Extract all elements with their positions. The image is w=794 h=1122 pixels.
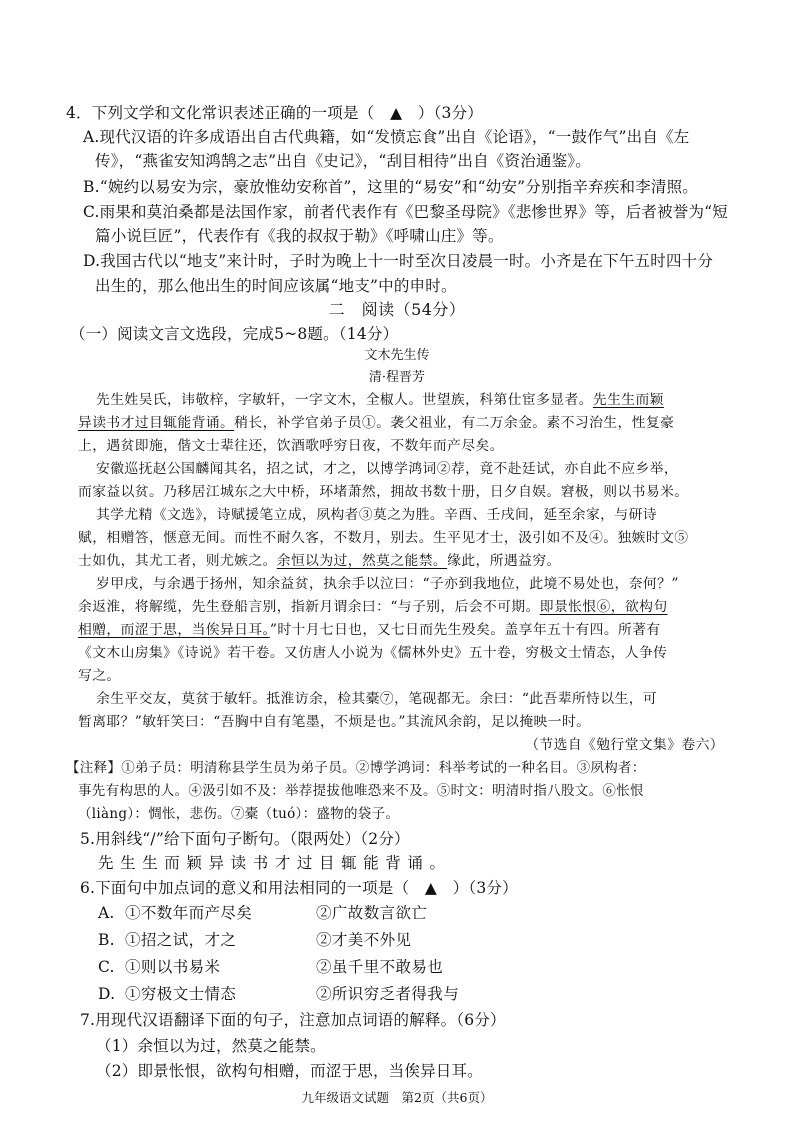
q4-option-b: B.“婉约以易安为宗，豪放惟幼安称首”，这里的“易安”和“幼安”分别指辛弃疾和李清照。 [83, 178, 698, 196]
passage-line: 而家益以贫。乃移居江城东之大中桥，环堵萧然，拥故书数十册，日夕自娱。窘极，则以书易米。 [78, 484, 689, 500]
passage-line: 先生姓吴氏，讳敬梓，字敏轩，一字文木，全椒人。世望族，科第仕宦多显者。先生生而颖 [96, 392, 664, 408]
passage-line: 岁甲戌，与余遇于扬州，知余益贫，执余手以泣曰：“子亦到我地位，此境不易处也，奈何？” [96, 576, 679, 592]
q7-sentence-1: （1）余恒以为过，然莫之能禁。 [96, 1037, 326, 1055]
q4-option-c-line1: C.雨果和莫泊桑都是法国作家，前者代表作有《巴黎圣母院》《悲惨世界》等，后者被誉为“短 [83, 203, 729, 221]
section-heading: 二 阅读（54分） [328, 300, 466, 319]
q4-option-a-line1: A.现代汉语的许多成语出自古代典籍，如“发愤忘食”出自《论语》，“一鼓作气”出自《左 [83, 128, 690, 146]
q6-option-label: C. [98, 958, 115, 976]
underlined-sentence: 先生生而颖 [592, 392, 664, 408]
passage-line: 余返淮，将解缆，先生登船言别，指新月谓余曰：“与子别，后会不可期。即景怅恨⑥，欲构句 [78, 599, 668, 615]
passage-line: 士如仇，其尤工者，则尤嫉之。余恒以为过，然莫之能禁。缘此，所遇益穷。 [78, 553, 561, 569]
underlined-sentence: 余恒以为过，然莫之能禁。 [276, 553, 448, 569]
q6-option-right: ②虽千里不敢易也 [316, 958, 444, 976]
passage-line: 异读书才过目辄能背诵。稍长，补学官弟子员①。袭父祖业，有二万余金。素不习治生，性复豪 [78, 415, 675, 431]
q6-option-right: ②才美不外见 [316, 931, 412, 949]
passage-author: 清·程晋芳 [368, 370, 426, 385]
q4-option-a-line2: 传》，“燕雀安知鸿鹄之志”出自《史记》，“刮目相待”出自《资治通鉴》。 [95, 152, 591, 170]
page-footer: 九年级语文试题 第2页（共6页） [301, 1090, 493, 1105]
underlined-sentence: 异读书才过目辄能背诵。 [78, 415, 235, 431]
passage-line: 上，遇贫即施，偕文士辈往还，饮酒歌呼穷日夜，不数年而产尽矣。 [78, 438, 504, 454]
q4-stem: 4．下列文学和文化常识表述正确的一项是（ ▲ ）（3分） [66, 104, 483, 122]
q7-stem: 7.用现代汉语翻译下面的句子，注意加点词语的解释。（6分） [80, 1011, 506, 1029]
notes-line: （liàng）：惆怅，悲伤。⑦橐（tuó）：盛物的袋子。 [78, 806, 400, 822]
passage-line: 赋，相赠答，惬意无间。而性不耐久客，不数月，别去。生平见才士，汲引如不及④。独嫉时文⑤ [78, 530, 689, 546]
q6-option-left: ①招之试，才之 [125, 931, 237, 949]
q6-option-left: ①穷极文士情态 [125, 985, 237, 1003]
q5-stem: 5.用斜线“/”给下面句子断句。（限两处）（2分） [80, 830, 410, 848]
q4-option-d-line2: 出生的，那么他出生的时间应该属“地支”中的申时。 [95, 277, 457, 295]
q6-option-label: D. [98, 985, 116, 1003]
passage-source: （节选自《勉行堂文集》卷六） [525, 737, 724, 753]
q4-option-d-line1: D.我国古代以“地支”来计时，子时为晚上十一时至次日凌晨一时。小齐是在下午五时四十分 [83, 252, 714, 270]
q6-option-left: ①不数年而产尽矣 [125, 904, 253, 922]
q6-option-label: B. [98, 931, 115, 949]
passage-line: 《文木山房集》《诗说》若干卷。又仿唐人小说为《儒林外史》五十卷，穷极文士情态，人争传 [78, 645, 668, 661]
q6-option-right: ②所识穷乏者得我与 [316, 985, 460, 1003]
q6-option-right: ②广故数言欲亡 [316, 904, 428, 922]
notes-line: 【注释】①弟子员：明清称县学生员为弟子员。②博学鸿词：科举考试的一种名目。③夙构者： [66, 760, 646, 776]
passage-line: 写之。 [78, 668, 121, 684]
passage-line: 其学尤精《文选》，诗赋援笔立成，夙构者③莫之为胜。辛酉、壬戌间，延至余家，与研诗 [96, 507, 657, 523]
passage-line: 余生平交友，莫贫于敏轩。抵淮访余，检其橐⑦，笔砚都无。余曰：“此吾辈所恃以生，可 [96, 691, 658, 707]
q4-option-c-line2: 篇小说巨匠”，代表作有《我的叔叔于勒》《呼啸山庄》等。 [95, 227, 504, 245]
q6-stem: 6.下面句中加点词的意义和用法相同的一项是（ ▲ ）（3分） [80, 879, 518, 897]
passage-line: 安徽巡抚赵公国麟闻其名，招之试，才之，以博学鸿词②荐，竟不赴廷试，亦自此不应乡举， [96, 461, 679, 477]
passage-title: 文木先生传 [364, 348, 430, 363]
underlined-sentence: 即景怅恨⑥，欲构句 [539, 599, 668, 615]
notes-line: 事先有构思的人。④汲引如不及：举荐提拔他唯恐来不及。⑤时文：明清时指八股文。⑥怅恨 [78, 783, 644, 799]
q7-sentence-2: （2）即景怅恨，欲构句相赠，而涩于思，当俟异日耳。 [96, 1062, 483, 1080]
part1-instruction: （一）阅读文言文选段，完成5~8题。（14分） [70, 325, 399, 343]
q6-option-label: A. [98, 904, 115, 922]
passage-line: 相赠，而涩于思，当俟异日耳。”时十月七日也，又七日而先生殁矣。盖享年五十有四。所著有 [78, 622, 661, 638]
q5-sentence: 先生生而颖异读书才过目辄能背诵。 [98, 854, 452, 872]
underlined-sentence: 相赠，而涩于思，当俟异日耳。 [78, 622, 270, 638]
passage-line: 暂离耶？”敏轩笑曰：“吾胸中自有笔墨，不烦是也。”其流风余韵，足以掩映一时。 [78, 714, 591, 730]
q6-option-left: ①则以书易米 [125, 958, 221, 976]
